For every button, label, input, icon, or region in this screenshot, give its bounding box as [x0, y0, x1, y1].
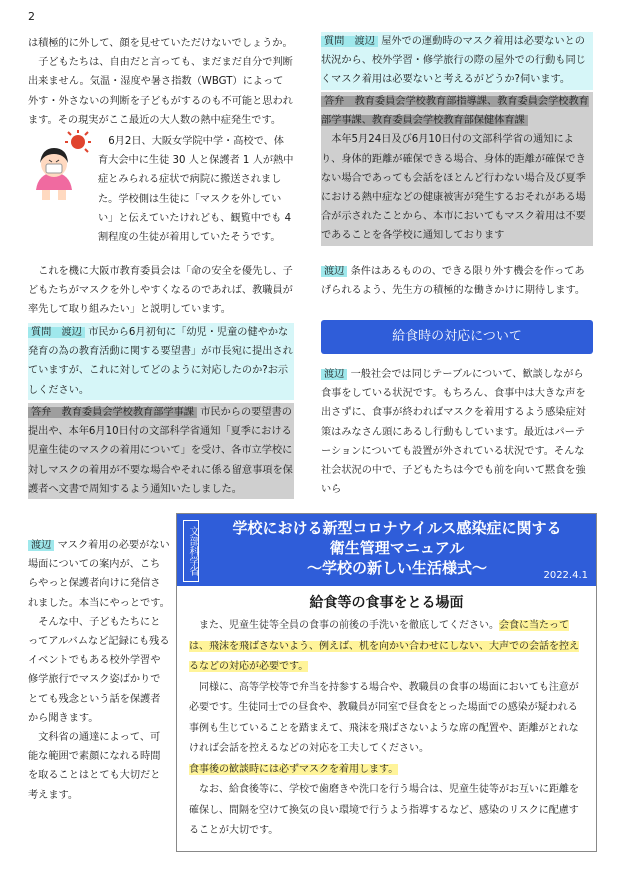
paragraph: 文科省の通達によって、可能な範囲で素顔になれる時間を取ることはとても大切だと考えます。	[28, 732, 161, 801]
manual-title-line: ～学校の新しい生活様式～	[306, 559, 487, 577]
paragraph: これを機に大阪市教育委員会は「命の安全を優先し、子どもたちがマスクを外しやすくなるのであれば、教職員が率先して取り組みたい」と説明しています。	[28, 266, 293, 316]
paragraph: 6月2日、大阪女学院中学・高校で、体育大会中に生徒 30 人と保護者 1 人が熱中症とみられる症状で病院に搬送されました。学校側は生徒に「マスクを外していい」と伝えていたけれども、観覧中でも 4 割程度の生徒が着用していたそうです。	[98, 136, 294, 244]
comment-tag: 渡辺	[321, 369, 347, 380]
question-block-2	[321, 32, 593, 90]
manual-body	[189, 616, 587, 842]
comment-text: 条件はあるものの、できる限り外す機会を作ってあげられるよう、先生方の積極的な働きかけに期待します。	[321, 266, 586, 297]
manual-paragraph: なお、給食後等に、学校で歯磨きや洗口を行う場合は、児童生徒等がお互いに距離を確保し、間隔を空けて換気の良い環境で行うよう指導するなど、感染のリスクに配慮することが大切です。	[189, 784, 579, 836]
left-column-osaka	[98, 132, 294, 247]
answer-tag: 答弁 教育委員会学校教育部指導課、教育委員会学校教育部学事課、教育委員会学校教育部保健体育課	[321, 96, 589, 127]
manual-paragraph: 同様に、高等学校等で弁当を持参する場合や、教職員の食事の場面においても注意が必要です。生徒同士での昼食や、教職員が同室で昼食をとった場面での感染が疑われる事例も生じていることを踏まえて、飛沫を飛ばさないような席の配置や、距離がとれなければ会話を控えるなどの対応を工夫してください。	[189, 681, 579, 754]
manual-subtitle: 給食等の食事をとる場面	[309, 595, 464, 611]
comment-block-3	[321, 365, 593, 499]
comment-text: マスク着用の必要がない場面についての案内が、こちらやっと保護者向けに発信されました。本当にやっとです。	[28, 540, 170, 609]
question-text: 屋外での運動時のマスク着用は必要ないとの状況から、校外学習・修学旅行の際の屋外での行動も同じくマスク着用は必要ないと考えるがどうか?伺います。	[321, 36, 586, 86]
left-column-intro	[28, 34, 293, 130]
left-column-bottom	[28, 536, 170, 805]
manual-paragraph	[189, 616, 587, 678]
question-tag: 質問 渡辺	[321, 36, 378, 47]
manual-title-line: 学校における新型コロナウイルス感染症に関する	[232, 519, 562, 537]
paragraph: は積極的に外して、顔を見せていただけないでしょうか。	[28, 38, 293, 49]
section-banner: 給食時の対応について	[321, 320, 593, 354]
left-column-board	[28, 262, 294, 320]
question-tag: 質問 渡辺	[28, 327, 85, 338]
comment-block-2	[321, 262, 593, 300]
answer-text: 本年5月24日及び6月10日付の文部科学省の通知により、身体的距離が確保できる場合、身体的距離が確保できない場合であっても会話をほとんど行わない場合及び夏季における熱中症などの健康被害が発生するおそれがある場合が示されたことから、本市においてもマスク着用は不要であることを各学校に通知しております	[321, 134, 586, 242]
question-block-1	[28, 323, 294, 400]
manual-text: また、児童生徒等全員の食事の前後の手洗いを徹底してください。	[199, 620, 499, 631]
paragraph: そんな中、子どもたちにとってアルバムなど記録にも残るイベントでもある校外学習や修学旅行でマスク姿ばかりでとても残念という話を保護者から聞きます。	[28, 616, 170, 724]
answer-block-1	[28, 403, 294, 499]
question-text: 市民から6月初旬に「幼児・児童の健やかな発育の為の教育活動に関する要望書」が市長宛に提出されていますが、これに対してどのように対応したのか?お示しください。	[28, 327, 293, 396]
comment-tag: 渡辺	[321, 266, 347, 277]
manual-date: 2022.4.1	[543, 570, 588, 581]
answer-text: 市民からの要望書の提出や、本年6月10日付の文部科学省通知「夏季における児童生徒のマスクの着用について」を受け、各市立学校に対しマスクの着用が不要な場合やそれに係る留意事項を保護者へ文書で周知するよう通知いたしました。	[28, 407, 293, 495]
paragraph: 子どもたちは、自由だと言っても、まだまだ自分で判断出来ません。気温・湿度や暑さ指数（WBGT）によって外す・外さないの判断を子どもがするのも不可能と思われます。その現実がここ最近の大人数の熱中症発生です。	[28, 57, 293, 126]
comment-tag: 渡辺	[28, 540, 54, 551]
manual-header	[177, 514, 596, 586]
manual-title	[207, 518, 587, 578]
manual-excerpt-box	[176, 513, 597, 852]
answer-tag: 答弁 教育委員会学校教育部学事課	[28, 407, 197, 418]
ministry-label: 文部科学省	[183, 520, 199, 582]
answer-block-2	[321, 92, 593, 246]
highlighted-text: 食事後の歓談時には必ずマスクを着用します。	[189, 763, 399, 775]
manual-title-line: 衛生管理マニュアル	[329, 539, 465, 557]
comment-text: 一般社会では同じテーブルについて、歓談しながら食事をしている状況です。もちろん、食事中は大きな声を出さずに、食事が終わればマスクを着用するよう感染症対策はみなさん頭にあるし行動もしています。最近はパーテーションについても設置が外されている状況です。そんな社会状況の中で、子どもたちは今でも前を向いて黙食を強いら	[321, 369, 586, 496]
highlighted-text: 会食に当たっては、飛沫を飛ばさないよう、例えば、机を向かい合わせにしない、大声での会話を控えるなどの対応が必要です。	[189, 620, 579, 672]
girl-heatstroke-icon	[30, 130, 92, 202]
page-number: 2	[28, 10, 35, 23]
